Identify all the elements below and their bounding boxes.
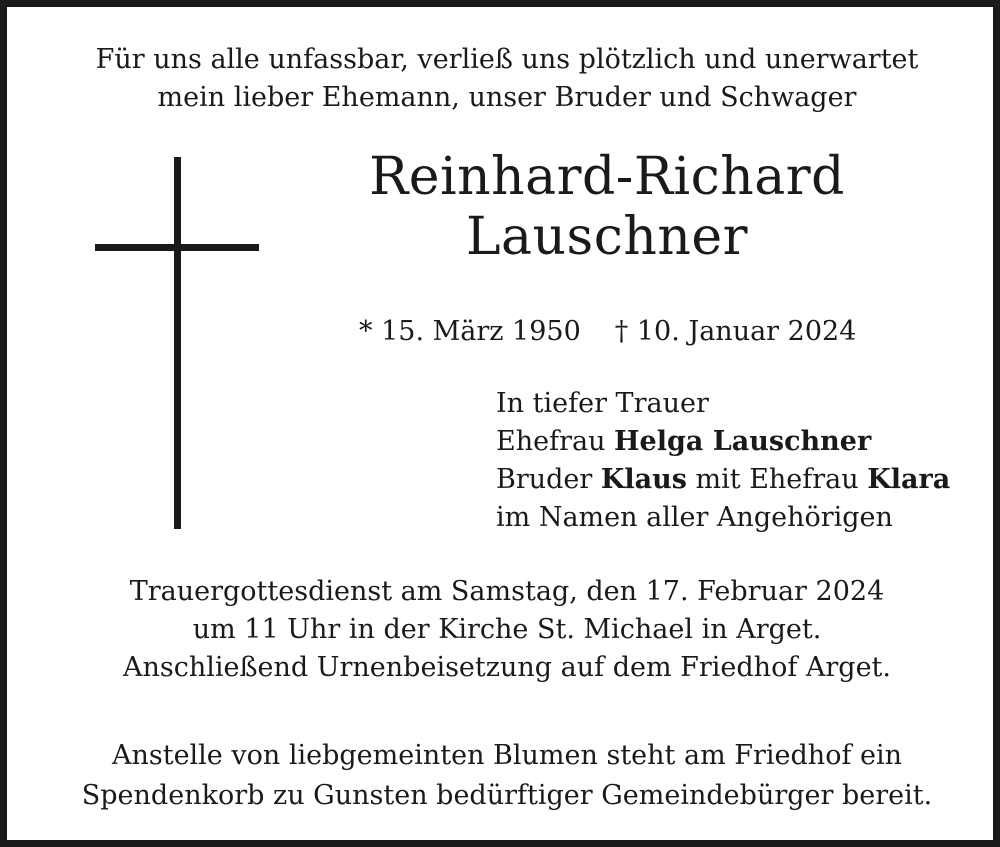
cross-horizontal-bar [95, 244, 259, 251]
intro-line-2: mein lieber Ehemann, unser Bruder und Schwager [157, 82, 857, 113]
cross-vertical-bar [174, 157, 181, 529]
deceased-last-name: Lauschner [466, 207, 748, 267]
mourner-brother-connector: mit Ehefrau [686, 464, 868, 495]
mourner-brother [496, 461, 950, 499]
life-dates [359, 314, 856, 350]
service-line-2: um 11 Uhr in der Kirche St. Michael in Arget. [192, 614, 822, 645]
mourners-footer: im Namen aller Angehörigen [496, 502, 893, 533]
deceased-name [307, 147, 907, 267]
donation-line-1: Anstelle von liebgemeinten Blumen steht am Friedhof ein [111, 740, 903, 771]
death-date: † 10. Januar 2024 [614, 316, 857, 347]
mourner-brother-name: Klaus [600, 464, 687, 495]
service-line-1: Trauergottesdienst am Samstag, den 17. Februar 2024 [129, 576, 885, 607]
intro-line-1: Für uns alle unfassbar, verließ uns plötzlich und unerwartet [95, 44, 919, 75]
intro-text [7, 41, 1000, 117]
donation-info [7, 736, 1000, 816]
mourner-wife-name: Helga Lauschner [614, 426, 872, 457]
donation-line-2: Spendenkorb zu Gunsten bedürftiger Gemeindebürger bereit. [81, 780, 933, 811]
deceased-first-name: Reinhard-Richard [369, 147, 845, 207]
service-line-3: Anschließend Urnenbeisetzung auf dem Friedhof Arget. [122, 652, 891, 683]
mourners-block [496, 385, 950, 537]
mourner-wife [496, 423, 950, 461]
service-info [7, 573, 1000, 687]
birth-date: * 15. März 1950 [359, 316, 581, 347]
mourner-brother-relation: Bruder [496, 464, 601, 495]
mourner-wife-relation: Ehefrau [496, 426, 615, 457]
mourner-sister-in-law-name: Klara [867, 464, 951, 495]
mourners-heading: In tiefer Trauer [496, 388, 709, 419]
